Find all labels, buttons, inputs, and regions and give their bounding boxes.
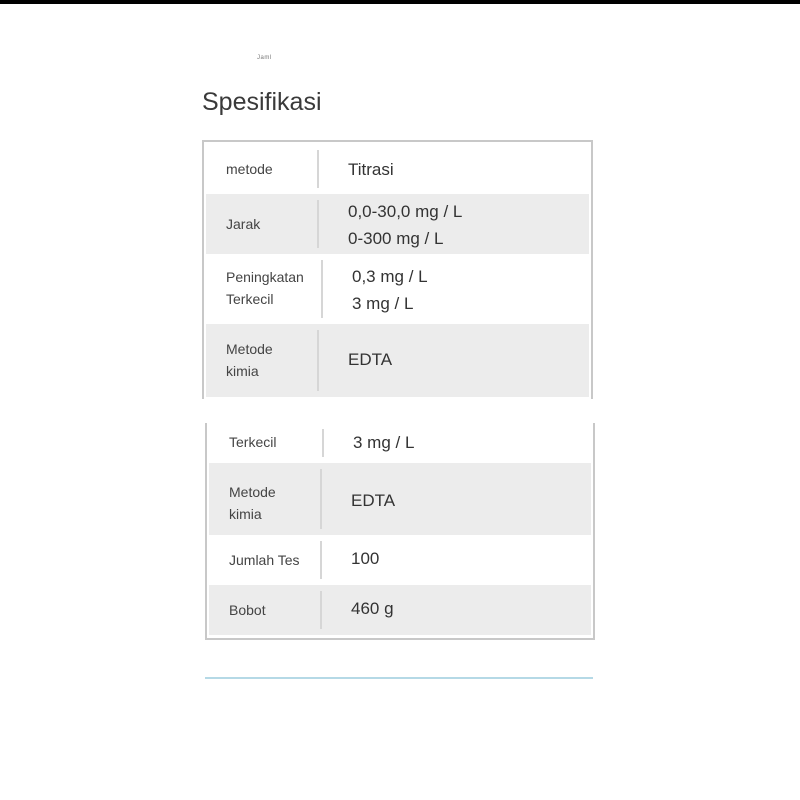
column-divider	[321, 260, 323, 318]
column-divider	[322, 429, 324, 457]
spec-label-line: kimia	[226, 363, 259, 379]
cropped-text-fragment: Jaml	[257, 55, 272, 61]
spec-value	[352, 263, 428, 317]
spec-label-line: Jarak	[226, 216, 261, 232]
spec-label-line: Metode	[226, 341, 273, 357]
spec-value-line: Titrasi	[348, 160, 394, 179]
column-divider	[317, 330, 319, 391]
spec-value	[351, 487, 395, 514]
spec-value-line: 3 mg / L	[352, 294, 414, 313]
spec-label	[229, 549, 300, 571]
spec-label-line: Jumlah Tes	[229, 552, 300, 568]
spec-table-top	[202, 140, 593, 399]
spec-label	[229, 599, 266, 621]
table-row	[209, 463, 591, 535]
spec-value	[353, 429, 414, 456]
spec-label-line: kimia	[229, 506, 262, 522]
spec-label-line: Peningkatan	[226, 269, 304, 285]
table-row	[209, 423, 591, 463]
table-row	[209, 535, 591, 585]
spec-value-line: 0-300 mg / L	[348, 229, 444, 248]
page-title: Spesifikasi	[202, 88, 322, 116]
spec-label	[226, 266, 304, 310]
spec-label-line: metode	[226, 161, 273, 177]
spec-value	[351, 545, 379, 572]
spec-label-line: Terkecil	[226, 291, 274, 307]
table-row	[206, 194, 589, 254]
spec-value-line: 3 mg / L	[353, 433, 415, 452]
spec-value-line: EDTA	[351, 491, 396, 510]
spec-value-line: 100	[351, 549, 380, 568]
section-divider	[205, 677, 593, 679]
spec-label	[226, 158, 273, 180]
spec-label-line: Terkecil	[229, 434, 277, 450]
column-divider	[320, 469, 322, 529]
top-black-bar	[0, 0, 800, 4]
spec-label	[229, 431, 276, 453]
spec-value-line: 0,0-30,0 mg / L	[348, 202, 463, 221]
spec-value-line: 460 g	[351, 599, 394, 618]
column-divider	[320, 591, 322, 629]
column-divider	[317, 200, 319, 248]
spec-value	[351, 595, 394, 622]
spec-table-bottom	[205, 423, 595, 640]
spec-label	[226, 338, 273, 382]
spec-label	[226, 213, 260, 235]
spec-label	[229, 481, 276, 525]
table-row	[206, 144, 589, 194]
spec-label-line: Bobot	[229, 602, 266, 618]
spec-value-line: EDTA	[348, 350, 393, 369]
spec-value	[348, 198, 462, 252]
column-divider	[320, 541, 322, 579]
table-row	[206, 254, 589, 324]
table-row	[209, 585, 591, 635]
spec-value	[348, 346, 392, 373]
spec-value-line: 0,3 mg / L	[352, 267, 428, 286]
spec-label-line: Metode	[229, 484, 276, 500]
table-row	[206, 324, 589, 397]
column-divider	[317, 150, 319, 188]
spec-value	[348, 156, 394, 183]
